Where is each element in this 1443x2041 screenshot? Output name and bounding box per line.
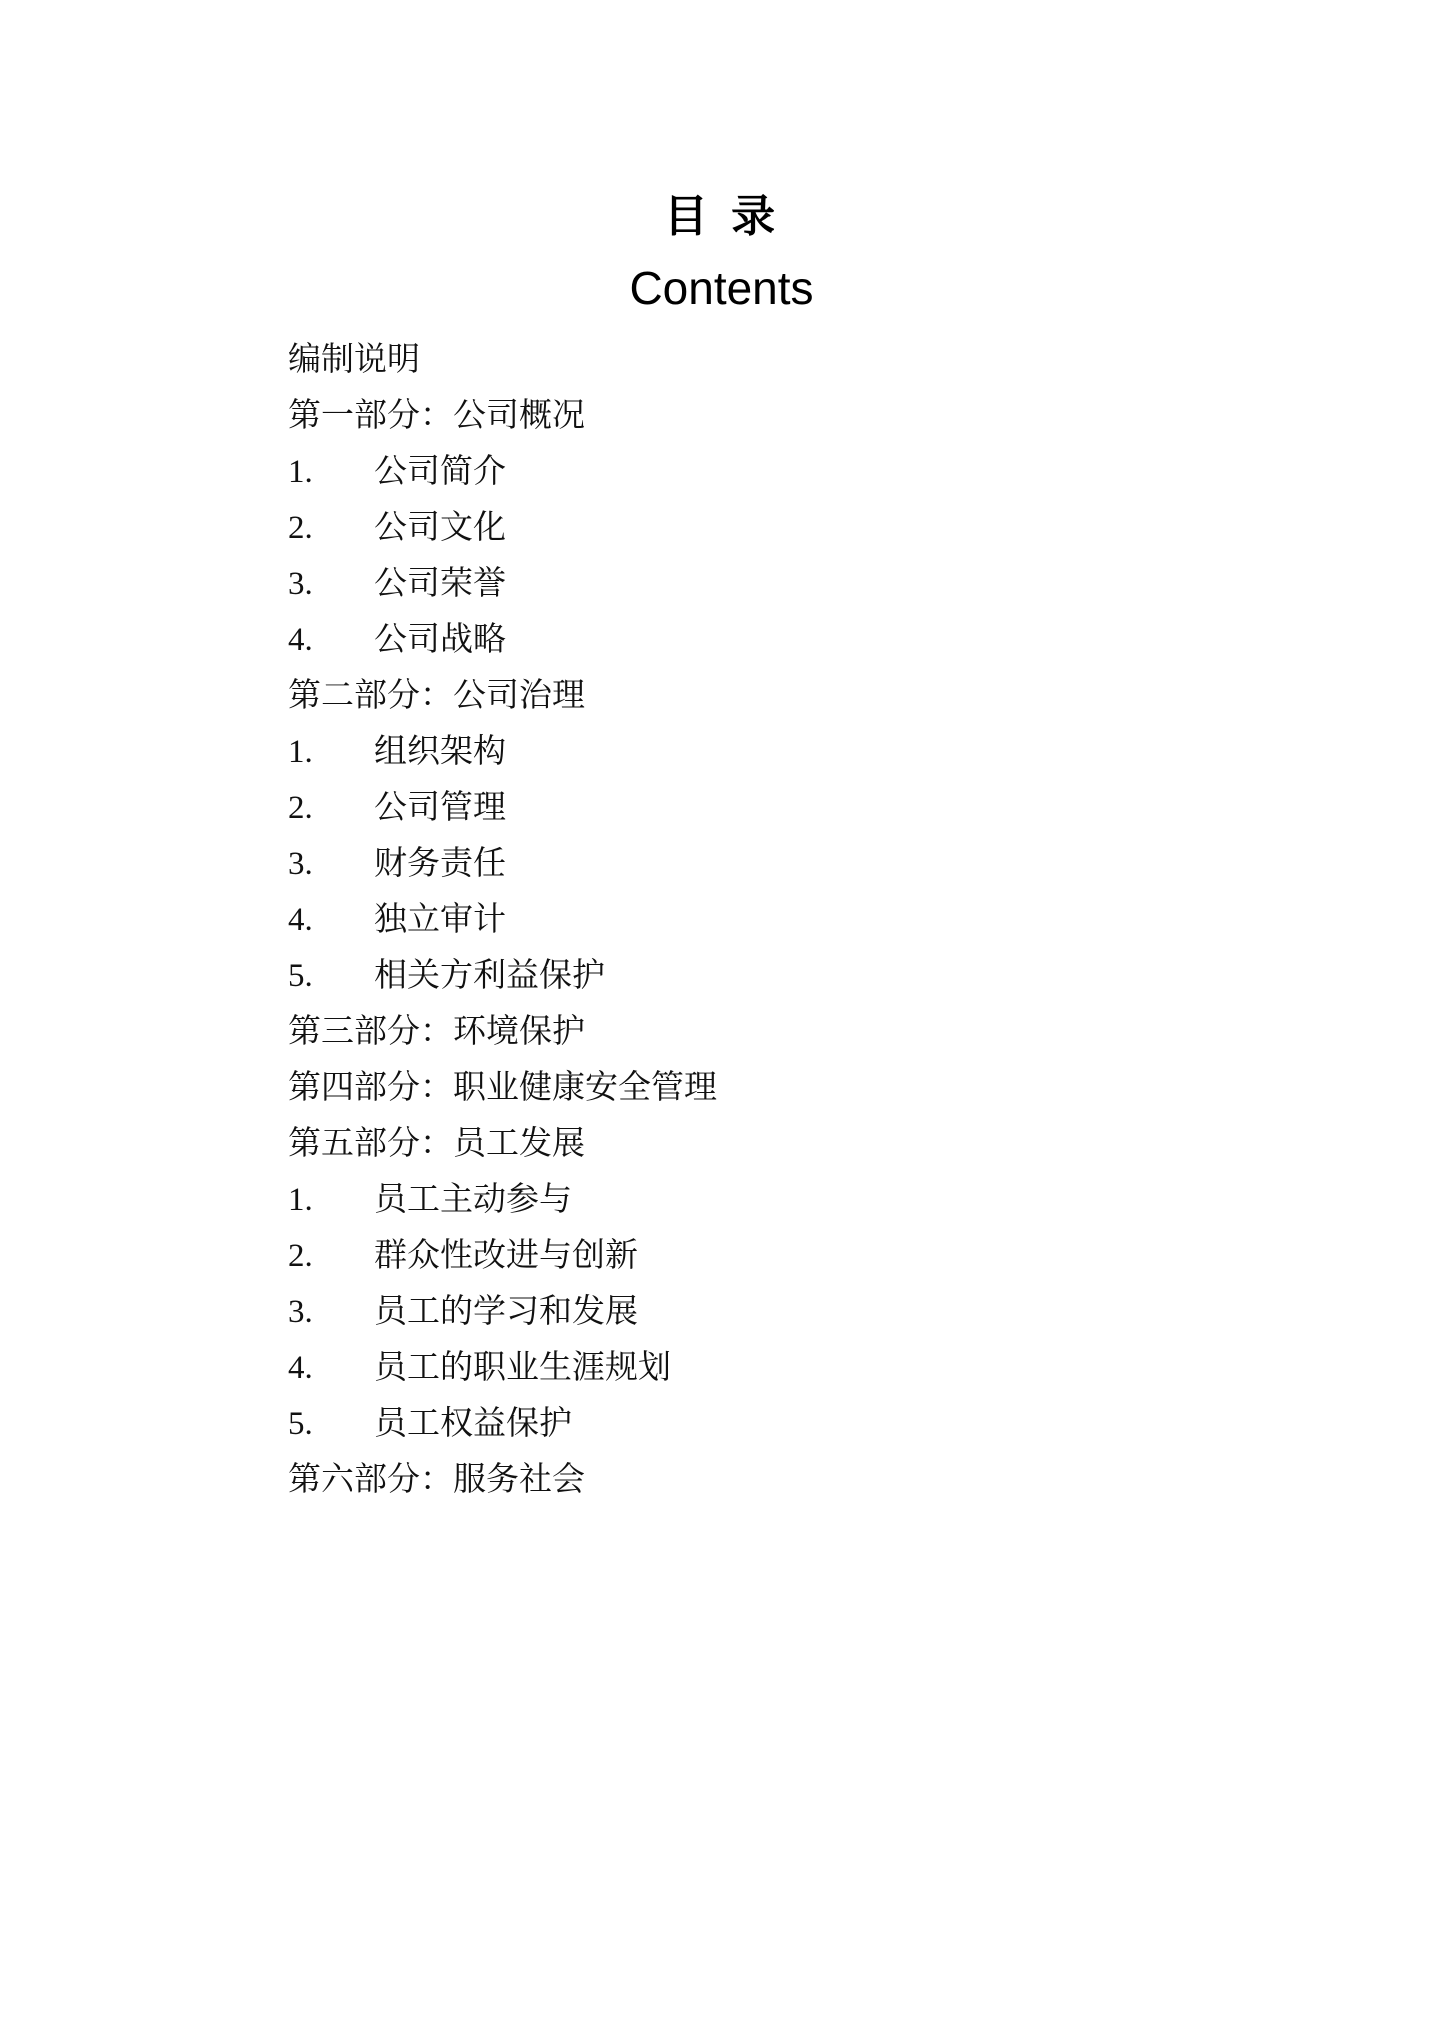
toc-item [288, 500, 1188, 556]
toc-part-label: 第二部分：公司治理 [288, 678, 585, 714]
toc-item [288, 612, 1188, 668]
toc-item-label: 财务责任 [374, 846, 506, 882]
toc-item [288, 1396, 1188, 1452]
toc-item [288, 780, 1188, 836]
toc-item [288, 892, 1188, 948]
toc-item-number: 2. [288, 510, 313, 546]
toc-item-number: 4. [288, 902, 313, 938]
toc-item [288, 724, 1188, 780]
toc-item [288, 556, 1188, 612]
toc-preface [288, 332, 1188, 388]
toc-item-number: 1. [288, 734, 313, 770]
toc-item-number: 5. [288, 958, 313, 994]
toc-item [288, 444, 1188, 500]
toc-item-label: 公司简介 [374, 454, 506, 490]
toc-item-number: 1. [288, 454, 313, 490]
toc-item-number: 3. [288, 566, 313, 602]
toc-item-number: 3. [288, 1294, 313, 1330]
toc-item-number: 4. [288, 622, 313, 658]
toc-part-title [288, 668, 1188, 724]
toc-item-label: 公司战略 [374, 622, 506, 658]
table-of-contents [288, 332, 1188, 1508]
toc-item-label: 员工主动参与 [374, 1182, 572, 1218]
toc-part-title [288, 1060, 1188, 1116]
toc-item [288, 1284, 1188, 1340]
toc-part-title [288, 1116, 1188, 1172]
toc-subtitle: Contents [629, 262, 814, 314]
toc-item [288, 1340, 1188, 1396]
toc-part-label: 第五部分：员工发展 [288, 1126, 585, 1162]
toc-item-number: 2. [288, 790, 313, 826]
toc-item-label: 相关方利益保护 [374, 958, 605, 994]
toc-item [288, 1228, 1188, 1284]
toc-item-label: 员工的职业生涯规划 [374, 1350, 671, 1386]
toc-item-number: 2. [288, 1238, 313, 1274]
toc-part-label: 第三部分：环境保护 [288, 1014, 585, 1050]
toc-item-label: 组织架构 [374, 734, 506, 770]
toc-item-number: 1. [288, 1182, 313, 1218]
toc-part-label: 第一部分：公司概况 [288, 398, 585, 434]
toc-item [288, 836, 1188, 892]
toc-item-number: 3. [288, 846, 313, 882]
toc-item-label: 公司文化 [374, 510, 506, 546]
toc-item-number: 4. [288, 1350, 313, 1386]
toc-part-title [288, 388, 1188, 444]
toc-part-label: 第四部分：职业健康安全管理 [288, 1070, 717, 1106]
toc-item-label: 员工的学习和发展 [374, 1294, 638, 1330]
toc-item-label: 公司荣誉 [374, 566, 506, 602]
toc-item-label: 员工权益保护 [374, 1406, 572, 1442]
toc-item-number: 5. [288, 1406, 313, 1442]
toc-item [288, 1172, 1188, 1228]
toc-part-title [288, 1004, 1188, 1060]
toc-preface-label: 编制说明 [288, 342, 420, 378]
toc-item-label: 独立审计 [374, 902, 506, 938]
toc-item-label: 群众性改进与创新 [374, 1238, 638, 1274]
toc-title: 目 录 [663, 191, 780, 242]
toc-item-label: 公司管理 [374, 790, 506, 826]
toc-item [288, 948, 1188, 1004]
toc-part-label: 第六部分：服务社会 [288, 1462, 585, 1498]
toc-part-title [288, 1452, 1188, 1508]
